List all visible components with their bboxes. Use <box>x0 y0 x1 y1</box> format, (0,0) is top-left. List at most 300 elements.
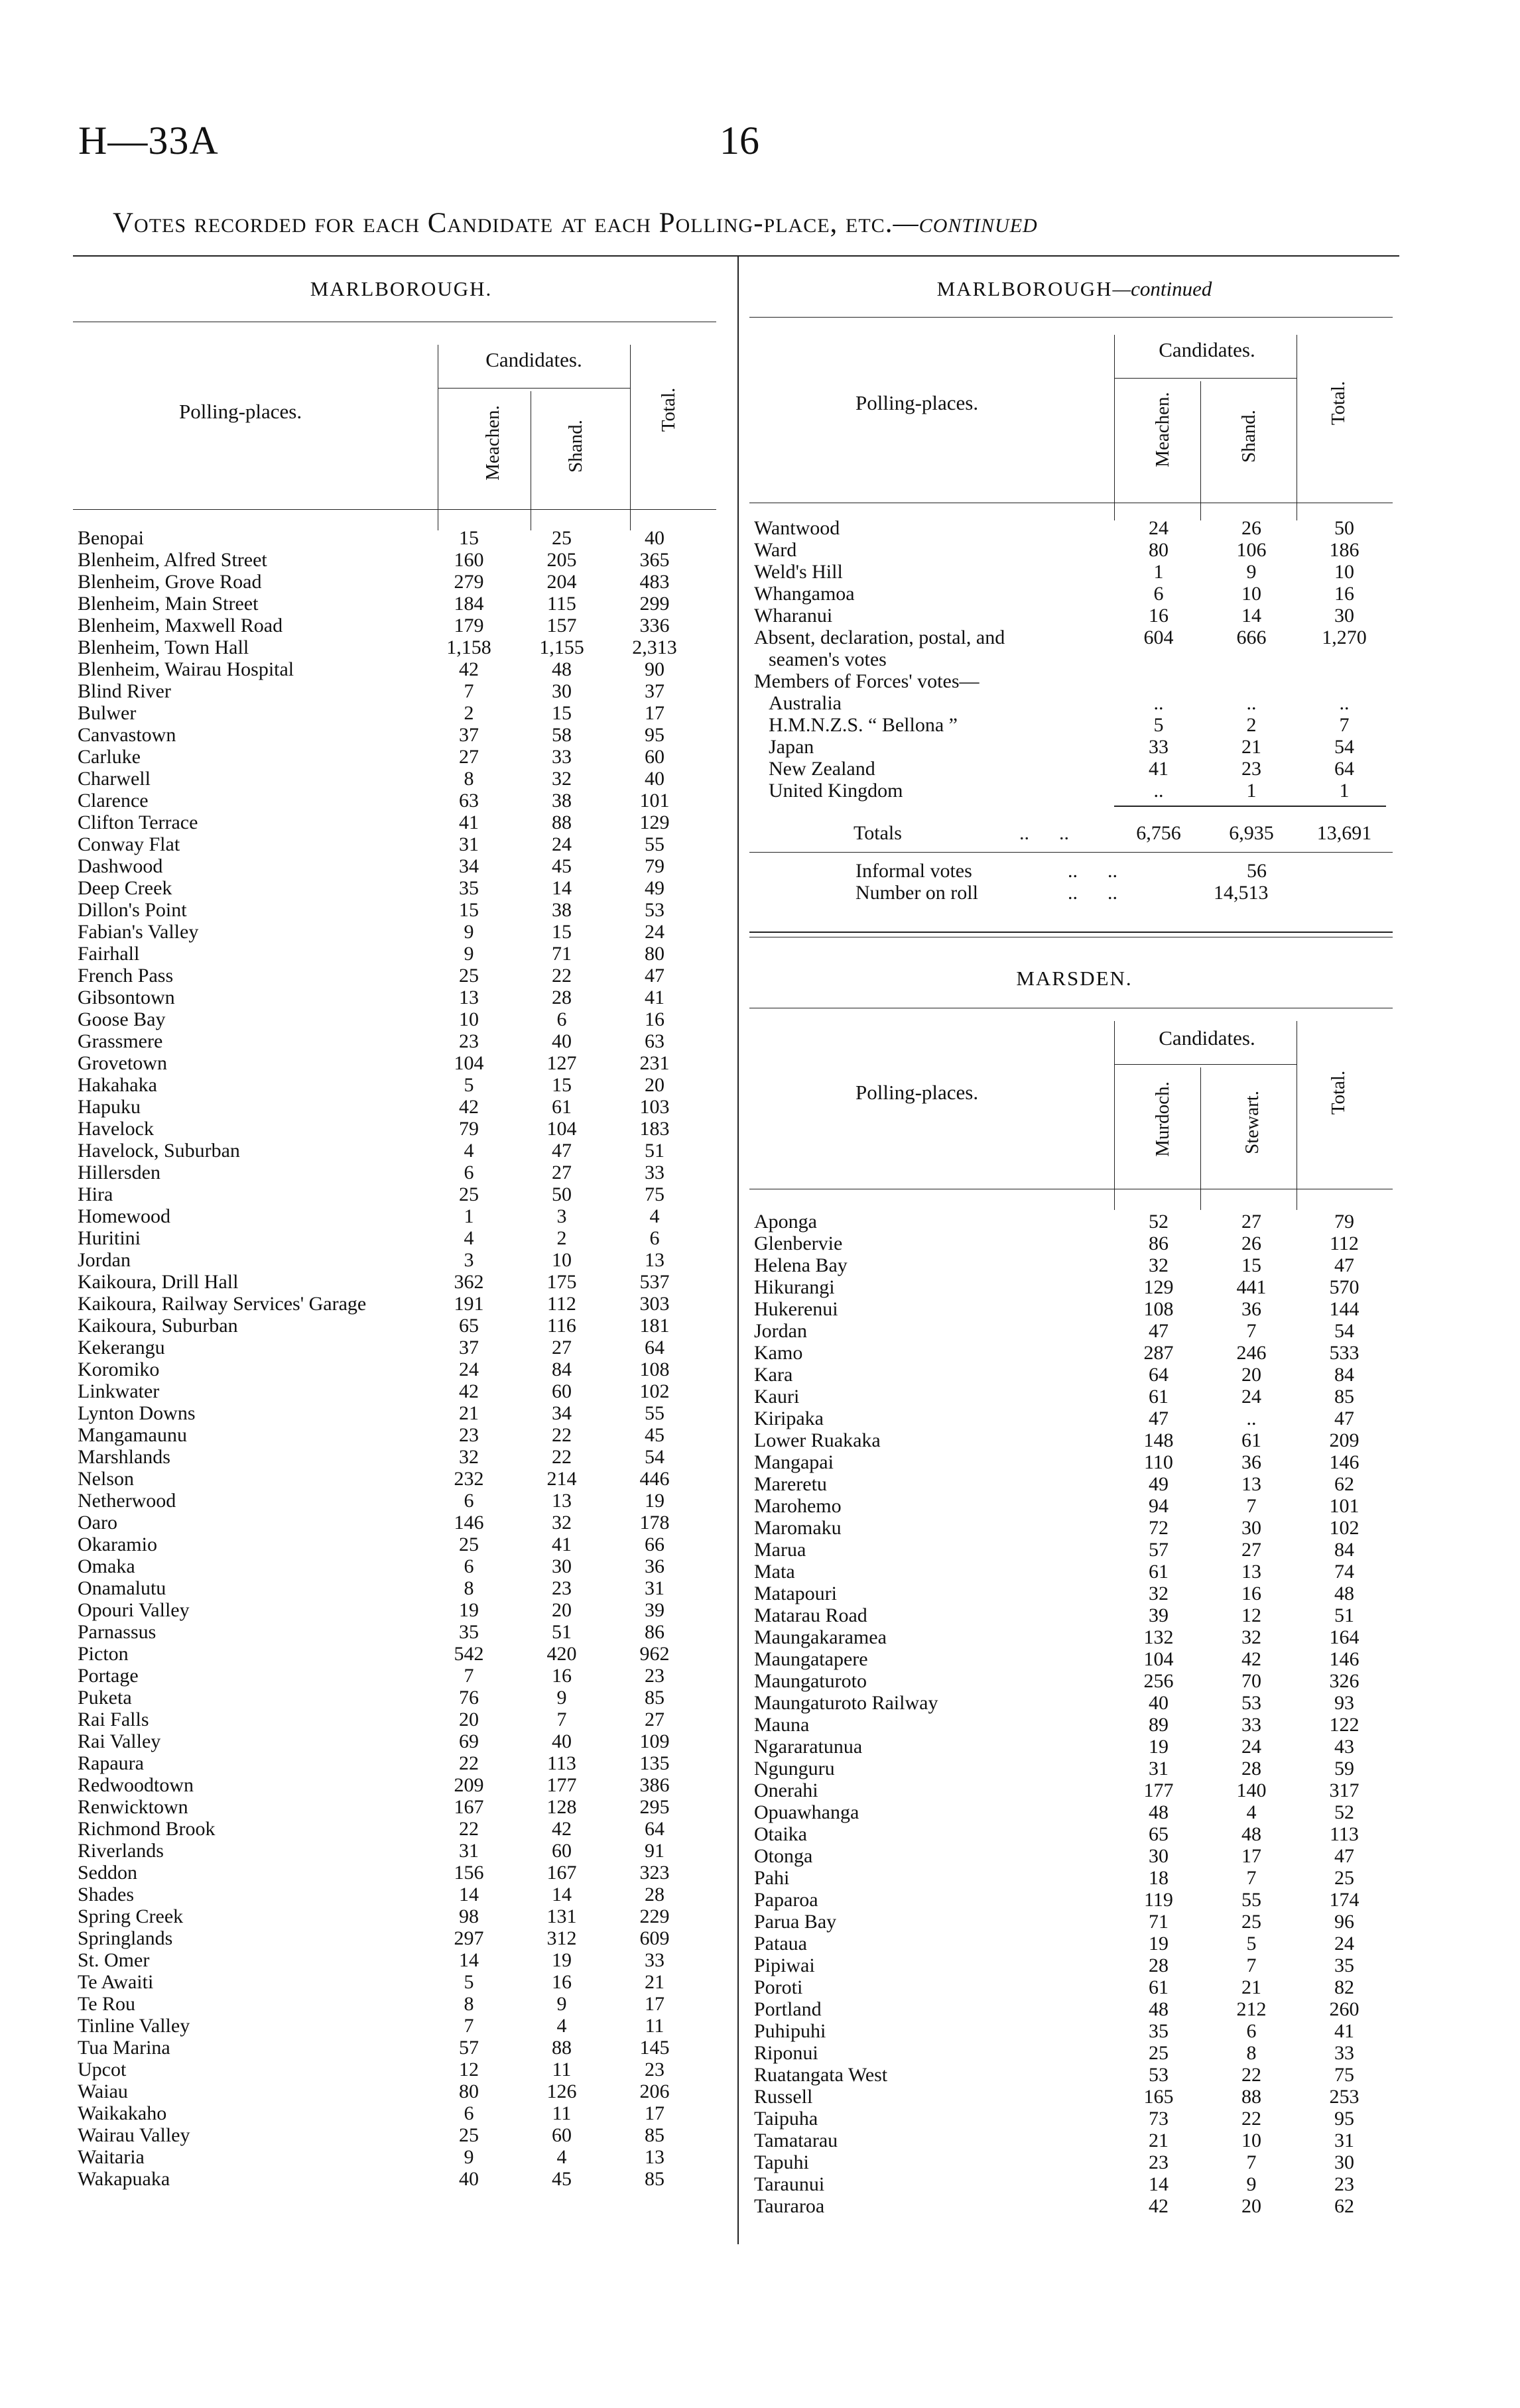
votes-total: 59 <box>1334 1758 1354 1779</box>
votes-total: 74 <box>1334 1561 1354 1583</box>
votes-a: 30 <box>1149 1845 1169 1867</box>
informal-votes <box>855 860 1267 882</box>
table-row <box>754 1976 1391 1998</box>
votes-b: 7 <box>1246 1320 1257 1342</box>
polling-place: Linkwater <box>78 1380 160 1402</box>
votes-total: 54 <box>1334 736 1354 758</box>
votes-b: 204 <box>546 571 577 593</box>
totals-rule <box>1114 806 1386 807</box>
table-row <box>754 1648 1391 1670</box>
votes-total: 101 <box>1329 1495 1360 1517</box>
table-row <box>78 2146 714 2168</box>
polling-places-header: Polling-places. <box>855 391 979 414</box>
votes-a: 9 <box>464 2146 474 2168</box>
votes-total: 299 <box>639 593 670 615</box>
votes-a: 104 <box>1143 1648 1174 1670</box>
votes-b: 246 <box>1236 1342 1267 1364</box>
votes-total: 260 <box>1329 1998 1360 2020</box>
table-row <box>78 1315 714 1337</box>
polling-place: Parnassus <box>78 1621 157 1643</box>
polling-place: Marohemo <box>754 1495 842 1517</box>
votes-total: 54 <box>645 1446 665 1468</box>
votes-a: 179 <box>454 615 484 636</box>
polling-place: Waiau <box>78 2080 128 2102</box>
polling-places-header: Polling-places. <box>855 1081 979 1104</box>
votes-total: 28 <box>645 1884 665 1905</box>
votes-a: 16 <box>1149 605 1169 627</box>
votes-total: 145 <box>639 2037 670 2059</box>
votes-total: 51 <box>1334 1604 1354 1626</box>
votes-total: 85 <box>645 2124 665 2146</box>
polling-place: Tapuhi <box>754 2151 809 2173</box>
votes-b: 48 <box>1241 1823 1261 1845</box>
table-row <box>78 812 714 833</box>
polling-place: Matapouri <box>754 1583 837 1604</box>
votes-b: 13 <box>1241 1561 1261 1583</box>
votes-a: 41 <box>1149 758 1169 780</box>
marlborough-cont-title-text: MARLBOROUGH <box>936 277 1113 300</box>
votes-a: 76 <box>459 1687 479 1709</box>
table-row <box>78 1599 714 1621</box>
votes-b: 21 <box>1241 1976 1261 1998</box>
polling-place: Wakapuaka <box>78 2168 170 2190</box>
votes-a: 47 <box>1149 1408 1169 1429</box>
votes-b: 55 <box>1241 1889 1261 1911</box>
votes-total: 2,313 <box>632 636 677 658</box>
table-row <box>78 790 714 812</box>
header-rule <box>749 317 1393 318</box>
table-row <box>754 1736 1391 1758</box>
votes-b: 175 <box>546 1271 577 1293</box>
votes-b: 20 <box>1241 1364 1261 1386</box>
votes-a: 1 <box>1153 561 1164 583</box>
votes-a: 5 <box>464 1971 474 1993</box>
votes-a: 7 <box>464 680 474 702</box>
table-row <box>78 1862 714 1884</box>
votes-b: 115 <box>547 593 576 615</box>
table-row <box>78 1730 714 1752</box>
polling-place: Blenheim, Maxwell Road <box>78 615 283 636</box>
votes-b: 6 <box>1246 2020 1257 2042</box>
polling-place: Tinline Valley <box>78 2015 190 2037</box>
votes-b: 10 <box>1241 583 1261 605</box>
table-row <box>754 1408 1391 1429</box>
votes-b: 34 <box>552 1402 572 1424</box>
votes-total: 113 <box>1330 1823 1359 1845</box>
table-row <box>754 1342 1391 1364</box>
page-number: 16 <box>720 119 759 162</box>
candidate-stewart-header: Stewart. <box>1241 1091 1263 1154</box>
table-row <box>754 736 1391 758</box>
polling-place: Onerahi <box>754 1779 818 1801</box>
polling-place: Ngararatunua <box>754 1736 863 1758</box>
votes-a: 1 <box>464 1205 474 1227</box>
votes-a: 32 <box>1149 1254 1169 1276</box>
polling-place: Parua Bay <box>754 1911 837 1933</box>
votes-total: 41 <box>1334 2020 1354 2042</box>
informal-label: Informal votes <box>855 860 972 882</box>
polling-place: Wairau Valley <box>78 2124 190 2146</box>
votes-total: 7 <box>1339 714 1350 736</box>
candidate-meachen-header: Meachen. <box>482 405 503 481</box>
polling-place: Maromaku <box>754 1517 842 1539</box>
votes-a: 6 <box>464 1162 474 1183</box>
polling-place: Havelock <box>78 1118 154 1140</box>
table-row <box>754 561 1391 583</box>
votes-a: 31 <box>1149 1758 1169 1779</box>
votes-b: 38 <box>552 790 572 812</box>
informal-value: 56 <box>1247 860 1267 882</box>
polling-place: Onamalutu <box>78 1577 166 1599</box>
votes-total: 112 <box>1330 1233 1359 1254</box>
polling-place: Picton <box>78 1643 129 1665</box>
votes-a: 256 <box>1143 1670 1174 1692</box>
polling-place: United Kingdom <box>769 780 903 802</box>
table-row <box>78 2037 714 2059</box>
table-row <box>78 1096 714 1118</box>
votes-total: 101 <box>639 790 670 812</box>
marlborough-title: MARLBOROUGH. <box>310 277 493 300</box>
table-row <box>78 1271 714 1293</box>
votes-total: 64 <box>645 1337 665 1358</box>
marlborough-cont-marker: —continued <box>1112 277 1212 300</box>
table-row <box>754 1517 1391 1539</box>
marlborough-cont-title <box>749 277 1399 301</box>
polling-place: Taipuha <box>754 2108 818 2130</box>
polling-place: Upcot <box>78 2059 127 2080</box>
votes-b: 27 <box>1241 1211 1261 1233</box>
table-row <box>78 1402 714 1424</box>
table-row <box>754 1561 1391 1583</box>
polling-place: Koromiko <box>78 1358 160 1380</box>
table-row <box>78 1162 714 1183</box>
votes-b: 28 <box>1241 1758 1261 1779</box>
votes-a: 6 <box>464 1555 474 1577</box>
votes-b: 30 <box>1241 1517 1261 1539</box>
table-row <box>754 1583 1391 1604</box>
votes-a: 53 <box>1149 2064 1169 2086</box>
votes-a: 6 <box>1153 583 1164 605</box>
polling-place: Wharanui <box>754 605 833 627</box>
polling-place: St. Omer <box>78 1949 150 1971</box>
table-row <box>78 1709 714 1730</box>
header-vline <box>1114 1021 1115 1210</box>
votes-a: 57 <box>459 2037 479 2059</box>
votes-total: 102 <box>639 1380 670 1402</box>
votes-b: 13 <box>1241 1473 1261 1495</box>
votes-b: 16 <box>552 1971 572 1993</box>
votes-total: 326 <box>1329 1670 1360 1692</box>
votes-total: 48 <box>1334 1583 1354 1604</box>
polling-place: Spring Creek <box>78 1905 184 1927</box>
table-row <box>78 2080 714 2102</box>
votes-a: 72 <box>1149 1517 1169 1539</box>
votes-b: 38 <box>552 899 572 921</box>
polling-place: Blenheim, Main Street <box>78 593 259 615</box>
table-row <box>754 2195 1391 2217</box>
votes-total: 33 <box>645 1162 665 1183</box>
votes-total: 84 <box>1334 1364 1354 1386</box>
votes-total: 64 <box>645 1818 665 1840</box>
marlborough-table <box>78 527 714 2190</box>
votes-b: 9 <box>1246 561 1257 583</box>
candidates-header: Candidates. <box>1159 338 1255 361</box>
polling-place: Paparoa <box>754 1889 818 1911</box>
polling-place: Conway Flat <box>78 833 180 855</box>
votes-b: 33 <box>1241 1714 1261 1736</box>
votes-b: 126 <box>546 2080 577 2102</box>
votes-a: 1,158 <box>446 636 491 658</box>
votes-total: 80 <box>645 943 665 965</box>
votes-b: 8 <box>1246 2042 1257 2064</box>
votes-b: 106 <box>1236 539 1267 561</box>
votes-b: 4 <box>1246 1801 1257 1823</box>
column-divider <box>737 255 739 2244</box>
votes-a: 14 <box>459 1884 479 1905</box>
polling-place: Rai Falls <box>78 1709 149 1730</box>
votes-a: 31 <box>459 1840 479 1862</box>
section-rule <box>749 932 1393 933</box>
polling-places-header: Polling-places. <box>179 400 302 423</box>
votes-b: 60 <box>552 2124 572 2146</box>
votes-a: 42 <box>1149 2195 1169 2217</box>
votes-total: 336 <box>639 615 670 636</box>
votes-total: 27 <box>645 1709 665 1730</box>
votes-b: 88 <box>552 2037 572 2059</box>
votes-a: 35 <box>459 877 479 899</box>
votes-a: 94 <box>1149 1495 1169 1517</box>
votes-a: 12 <box>459 2059 479 2080</box>
header-subrule <box>1114 1064 1297 1065</box>
votes-total: 30 <box>1334 605 1354 627</box>
votes-a: 6 <box>464 2102 474 2124</box>
table-row <box>754 2020 1391 2042</box>
votes-b: 40 <box>552 1030 572 1052</box>
votes-b: 214 <box>546 1468 577 1490</box>
votes-a: 24 <box>1149 517 1169 539</box>
votes-total: 82 <box>1334 1976 1354 1998</box>
polling-place: Waitaria <box>78 2146 145 2168</box>
votes-b: .. <box>1246 1408 1257 1429</box>
votes-total: 103 <box>639 1096 670 1118</box>
header-vline <box>1200 381 1201 520</box>
polling-place: Whangamoa <box>754 583 855 605</box>
votes-b: 22 <box>552 965 572 987</box>
votes-total: 85 <box>1334 1386 1354 1408</box>
votes-b: 22 <box>552 1446 572 1468</box>
votes-a: 48 <box>1149 1998 1169 2020</box>
table-row <box>754 539 1391 561</box>
votes-total: 23 <box>645 1665 665 1687</box>
total-header: Total. <box>1328 1070 1349 1115</box>
votes-a: 40 <box>459 2168 479 2190</box>
polling-place: Clifton Terrace <box>78 812 198 833</box>
votes-total: 91 <box>645 1840 665 1862</box>
votes-a: 47 <box>1149 1320 1169 1342</box>
votes-b: 53 <box>1241 1692 1261 1714</box>
table-row <box>78 965 714 987</box>
votes-a: 42 <box>459 658 479 680</box>
votes-b: 15 <box>552 921 572 943</box>
votes-a: 40 <box>1149 1692 1169 1714</box>
votes-b: 71 <box>552 943 572 965</box>
table-row <box>78 680 714 702</box>
polling-place: Renwicktown <box>78 1796 188 1818</box>
table-row <box>78 1468 714 1490</box>
votes-a: 19 <box>1149 1736 1169 1758</box>
polling-place: H.M.N.Z.S. “ Bellona ” <box>769 714 958 736</box>
polling-place: Kekerangu <box>78 1337 165 1358</box>
table-row <box>754 2086 1391 2108</box>
votes-b: 104 <box>546 1118 577 1140</box>
table-row <box>78 943 714 965</box>
table-row <box>78 636 714 658</box>
votes-a: 41 <box>459 812 479 833</box>
votes-b: 61 <box>552 1096 572 1118</box>
votes-a: 34 <box>459 855 479 877</box>
votes-a: 8 <box>464 768 474 790</box>
votes-b: 36 <box>1241 1451 1261 1473</box>
polling-place: Helena Bay <box>754 1254 848 1276</box>
polling-place: Riverlands <box>78 1840 164 1862</box>
votes-total: 1 <box>1339 780 1350 802</box>
polling-place: Oaro <box>78 1512 117 1534</box>
polling-place: Taraunui <box>754 2173 825 2195</box>
polling-place: Tauraroa <box>754 2195 825 2217</box>
votes-b: 7 <box>1246 1495 1257 1517</box>
votes-total: 64 <box>1334 758 1354 780</box>
votes-a: 287 <box>1143 1342 1174 1364</box>
votes-total: 55 <box>645 1402 665 1424</box>
votes-total: 17 <box>645 2102 665 2124</box>
votes-total: 95 <box>1334 2108 1354 2130</box>
votes-total: 37 <box>645 680 665 702</box>
votes-b: 47 <box>552 1140 572 1162</box>
polling-place: Russell <box>754 2086 813 2108</box>
votes-b: 22 <box>1241 2108 1261 2130</box>
votes-a: 64 <box>1149 1364 1169 1386</box>
votes-a: 37 <box>459 724 479 746</box>
leader-dots: .. .. <box>1019 822 1069 844</box>
votes-b: 14 <box>552 1884 572 1905</box>
votes-total: 35 <box>1334 1955 1354 1976</box>
polling-place: Hukerenui <box>754 1298 838 1320</box>
votes-a: 20 <box>459 1709 479 1730</box>
votes-b: 16 <box>1241 1583 1261 1604</box>
polling-place: Ward <box>754 539 797 561</box>
votes-total: 23 <box>645 2059 665 2080</box>
votes-total: 47 <box>1334 1408 1354 1429</box>
votes-b: 45 <box>552 2168 572 2190</box>
votes-b: 26 <box>1241 1233 1261 1254</box>
votes-total: 186 <box>1329 539 1360 561</box>
votes-b: 312 <box>546 1927 577 1949</box>
leader-dots: .. .. <box>1068 860 1117 882</box>
table-row <box>78 1621 714 1643</box>
polling-place: Canvastown <box>78 724 176 746</box>
polling-place: Charwell <box>78 768 151 790</box>
polling-place: Fairhall <box>78 943 140 965</box>
votes-b: 441 <box>1236 1276 1267 1298</box>
votes-total: 323 <box>639 1862 670 1884</box>
votes-b: 88 <box>1241 2086 1261 2108</box>
polling-place: Mangapai <box>754 1451 834 1473</box>
votes-total: 66 <box>645 1534 665 1555</box>
polling-place: Kamo <box>754 1342 803 1364</box>
votes-b: 19 <box>552 1949 572 1971</box>
table-row <box>78 2168 714 2190</box>
votes-a: 4 <box>464 1227 474 1249</box>
votes-a: 2 <box>464 702 474 724</box>
votes-b: 1 <box>1246 780 1257 802</box>
table-row <box>78 1118 714 1140</box>
polling-place: Aponga <box>754 1211 817 1233</box>
votes-total: 129 <box>639 812 670 833</box>
votes-a: 148 <box>1143 1429 1174 1451</box>
polling-place: Deep Creek <box>78 877 172 899</box>
polling-place: Huritini <box>78 1227 141 1249</box>
votes-total: 10 <box>1334 561 1354 583</box>
table-row <box>78 2015 714 2037</box>
votes-a: 297 <box>454 1927 484 1949</box>
votes-total: 79 <box>645 855 665 877</box>
votes-b: 1,155 <box>539 636 584 658</box>
votes-total: 90 <box>645 658 665 680</box>
table-row <box>754 2151 1391 2173</box>
polling-place: Tua Marina <box>78 2037 170 2059</box>
votes-a: 21 <box>459 1402 479 1424</box>
votes-total: 181 <box>639 1315 670 1337</box>
votes-b: 45 <box>552 855 572 877</box>
table-row <box>754 1473 1391 1495</box>
votes-a: 80 <box>1149 539 1169 561</box>
polling-place: Jordan <box>754 1320 807 1342</box>
votes-a: 232 <box>454 1468 484 1490</box>
votes-b: 33 <box>552 746 572 768</box>
votes-a: 71 <box>1149 1911 1169 1933</box>
polling-place: Carluke <box>78 746 141 768</box>
votes-b: 16 <box>552 1665 572 1687</box>
votes-a: .. <box>1153 780 1164 802</box>
votes-b: 51 <box>552 1621 572 1643</box>
table-row <box>754 1495 1391 1517</box>
votes-a: 6 <box>464 1490 474 1512</box>
votes-b: 12 <box>1241 1604 1261 1626</box>
votes-total: 47 <box>1334 1845 1354 1867</box>
votes-a: 3 <box>464 1249 474 1271</box>
votes-b: 61 <box>1241 1429 1261 1451</box>
polling-place: Springlands <box>78 1927 173 1949</box>
votes-total: 109 <box>639 1730 670 1752</box>
votes-total: 93 <box>1334 1692 1354 1714</box>
votes-a: 24 <box>459 1358 479 1380</box>
votes-b: 7 <box>1246 1955 1257 1976</box>
table-row <box>754 2173 1391 2195</box>
votes-a: 108 <box>1143 1298 1174 1320</box>
votes-a: 542 <box>454 1643 484 1665</box>
votes-a: 23 <box>1149 2151 1169 2173</box>
polling-place: Opouri Valley <box>78 1599 190 1621</box>
votes-a: 31 <box>459 833 479 855</box>
polling-place: Maungaturoto Railway <box>754 1692 938 1714</box>
totals-label: Totals <box>854 822 902 844</box>
header-vline <box>1114 335 1115 520</box>
table-row <box>78 1577 714 1599</box>
votes-total: 51 <box>645 1140 665 1162</box>
votes-total: 23 <box>1334 2173 1354 2195</box>
votes-a: 28 <box>1149 1955 1169 1976</box>
votes-a: 146 <box>454 1512 484 1534</box>
